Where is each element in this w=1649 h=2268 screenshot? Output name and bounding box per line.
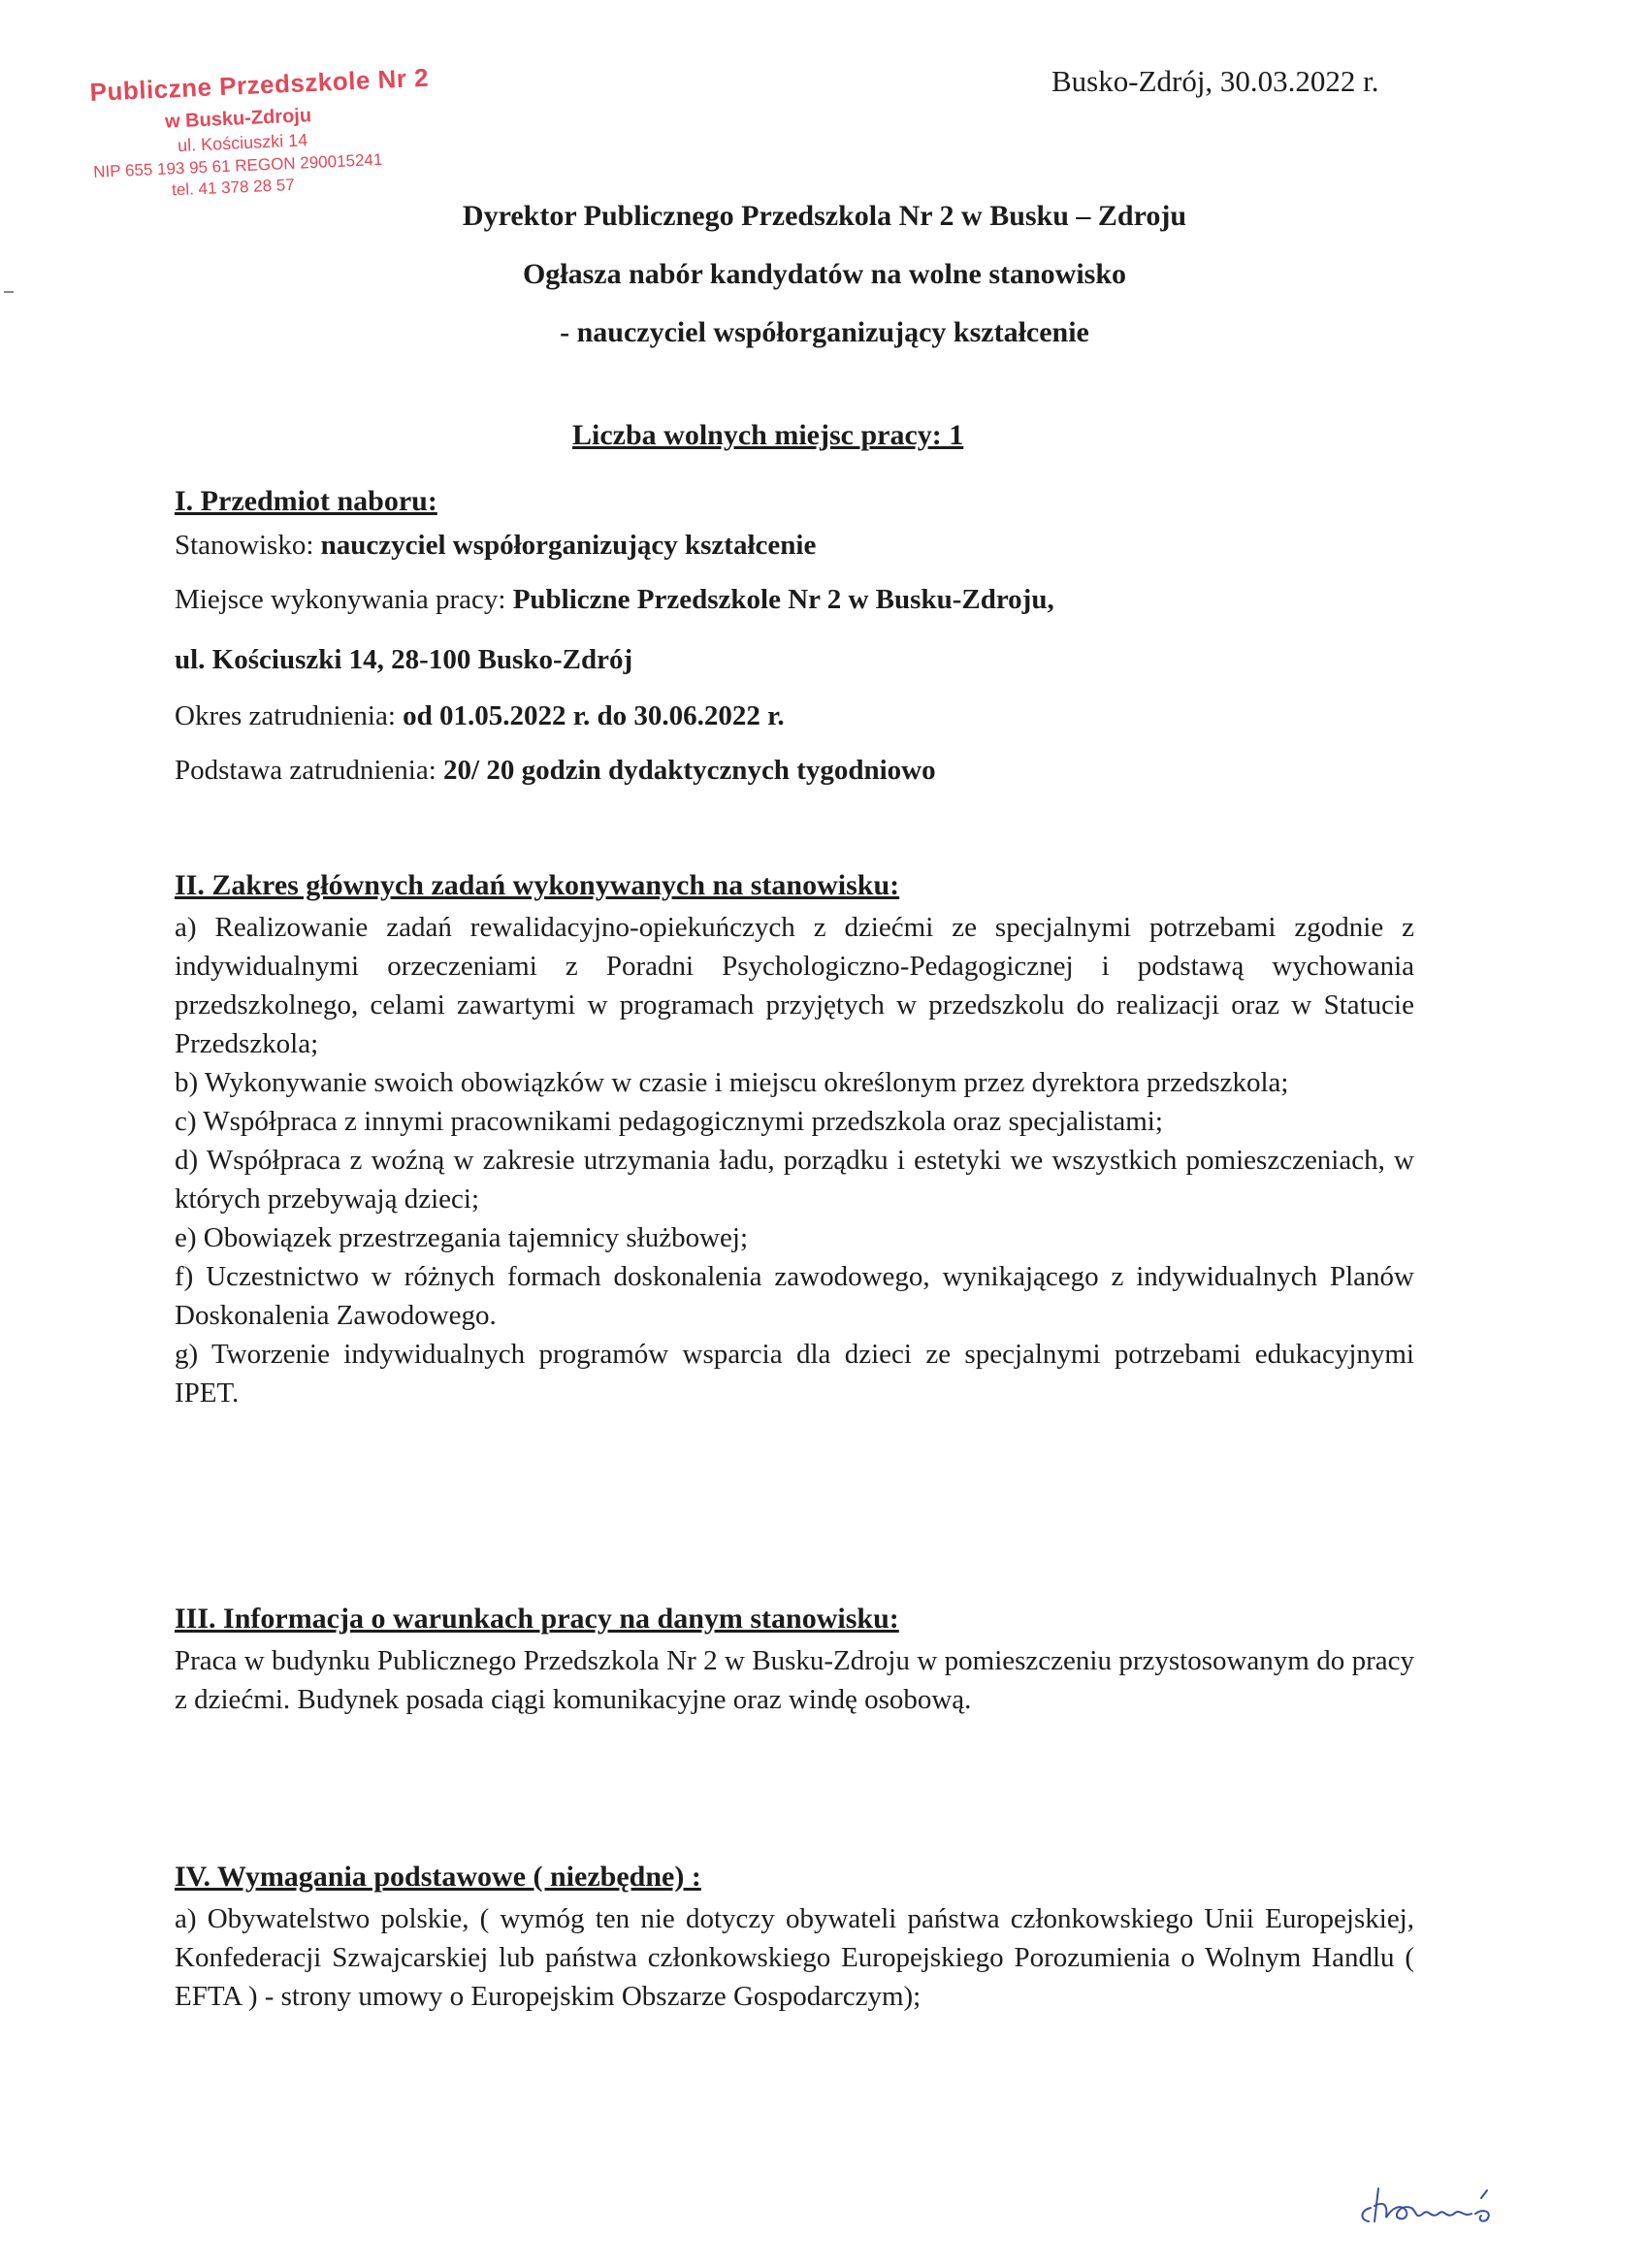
duty-item: a) Realizowanie zadań rewalidacyjno-opiekuńczych z dziećmi ze specjalnymi potrzebami zgodnie z indywidualnymi orzeczeniami z Poradni Psychologiczno-Pedagogicznej i podstawą wychowania przedszkolnego, celami zawartymi w programach przyjętych w przedszkolu do realizacji oraz w Statucie Przedszkola; — [175, 912, 1414, 1059]
duty-item: d) Współpraca z woźną w zakresie utrzymania ładu, porządku i estetyki we wszystkich pomieszczeniach, w których przebywają dzieci; — [175, 1145, 1414, 1215]
handwritten-signature — [1353, 2169, 1508, 2227]
header-line-2: Ogłasza nabór kandydatów na wolne stanowisko — [522, 258, 1127, 290]
period-value: od 01.05.2022 r. do 30.06.2022 r. — [403, 700, 785, 731]
basis-label: Podstawa zatrudnienia: — [175, 755, 444, 786]
address-line — [175, 644, 632, 676]
requirements-list — [175, 1899, 1414, 2016]
position-value: nauczyciel współorganizujący kształcenie — [320, 530, 817, 561]
duty-item: g) Tworzenie indywidualnych programów wsparcia dla dzieci ze specjalnymi potrzebami edukacyjnymi IPET. — [175, 1339, 1414, 1409]
duty-item: c) Współpraca z innymi pracownikami pedagogicznymi przedszkola oraz specjalistami; — [175, 1106, 1163, 1137]
duty-item: e) Obowiązek przestrzegania tajemnicy służbowej; — [175, 1222, 749, 1253]
workplace-value: Publiczne Przedszkole Nr 2 w Busku-Zdroju, — [512, 584, 1054, 615]
work-conditions — [175, 1641, 1414, 1719]
work-conditions-text: Praca w budynku Publicznego Przedszkola Nr 2 w Busku-Zdroju w pomieszczeniu przystosowanym do pracy z dziećmi. Budynek posada ciągi komunikacyjne oraz windę osobową. — [175, 1645, 1414, 1715]
stamp-line: Publiczne Przedszkole Nr 2 — [89, 62, 430, 107]
position-label: Stanowisko: — [175, 530, 321, 561]
header-line-3: - nauczyciel współorganizujący kształcenie — [560, 316, 1089, 348]
address-value: ul. Kościuszki 14, 28-100 Busko-Zdrój — [175, 644, 633, 675]
duty-item: b) Wykonywanie swoich obowiązków w czasie i miejscu określonym przez dyrektora przedszkola; — [175, 1067, 1289, 1098]
duties-list — [175, 908, 1414, 1412]
section-title-1: I. Przedmiot naboru: — [175, 485, 437, 517]
stamp-line: NIP 655 193 95 61 REGON 290015241 — [92, 149, 383, 181]
basis-value: 20/ 20 godzin dydaktycznych tygodniowo — [443, 755, 936, 786]
section-title-2: II. Zakres głównych zadań wykonywanych na stanowisku: — [175, 869, 900, 901]
scan-mark — [4, 291, 14, 293]
header-line-1: Dyrektor Publicznego Przedszkola Nr 2 w Busku – Zdroju — [462, 200, 1187, 232]
basis-line — [175, 755, 936, 787]
institution-stamp — [89, 61, 483, 223]
stamp-line: ul. Kościuszki 14 — [177, 130, 308, 156]
stamp-line: tel. 41 378 28 57 — [171, 175, 296, 200]
stamp-line: w Busku-Zdroju — [164, 105, 312, 133]
document-date: Busko-Zdrój, 30.03.2022 r. — [1051, 64, 1379, 98]
workplace-label: Miejsce wykonywania pracy: — [175, 584, 513, 615]
workplace-line — [175, 584, 1054, 616]
period-label: Okres zatrudnienia: — [175, 700, 404, 731]
period-line — [175, 700, 785, 732]
duty-item: f) Uczestnictwo w różnych formach doskonalenia zawodowego, wynikającego z indywidualnych Planów Doskonalenia Zawodowego. — [175, 1261, 1414, 1331]
section-title-3: III. Informacja o warunkach pracy na danym stanowisku: — [175, 1603, 899, 1635]
vacancy-count: Liczba wolnych miejsc pracy: 1 — [572, 419, 964, 451]
requirement-item: a) Obywatelstwo polskie, ( wymóg ten nie dotyczy obywateli państwa członkowskiego Unii Europejskiej, Konfederacji Szwajcarskiej lub państwa członkowskiego Europejskiego Porozumienia o Wolnym Handlu ( EFTA ) - strony umowy o Europejskim Obszarze Gospodarczym); — [175, 1903, 1414, 2012]
section-title-4: IV. Wymagania podstawowe ( niezbędne) : — [175, 1861, 701, 1893]
position-line — [175, 530, 816, 562]
